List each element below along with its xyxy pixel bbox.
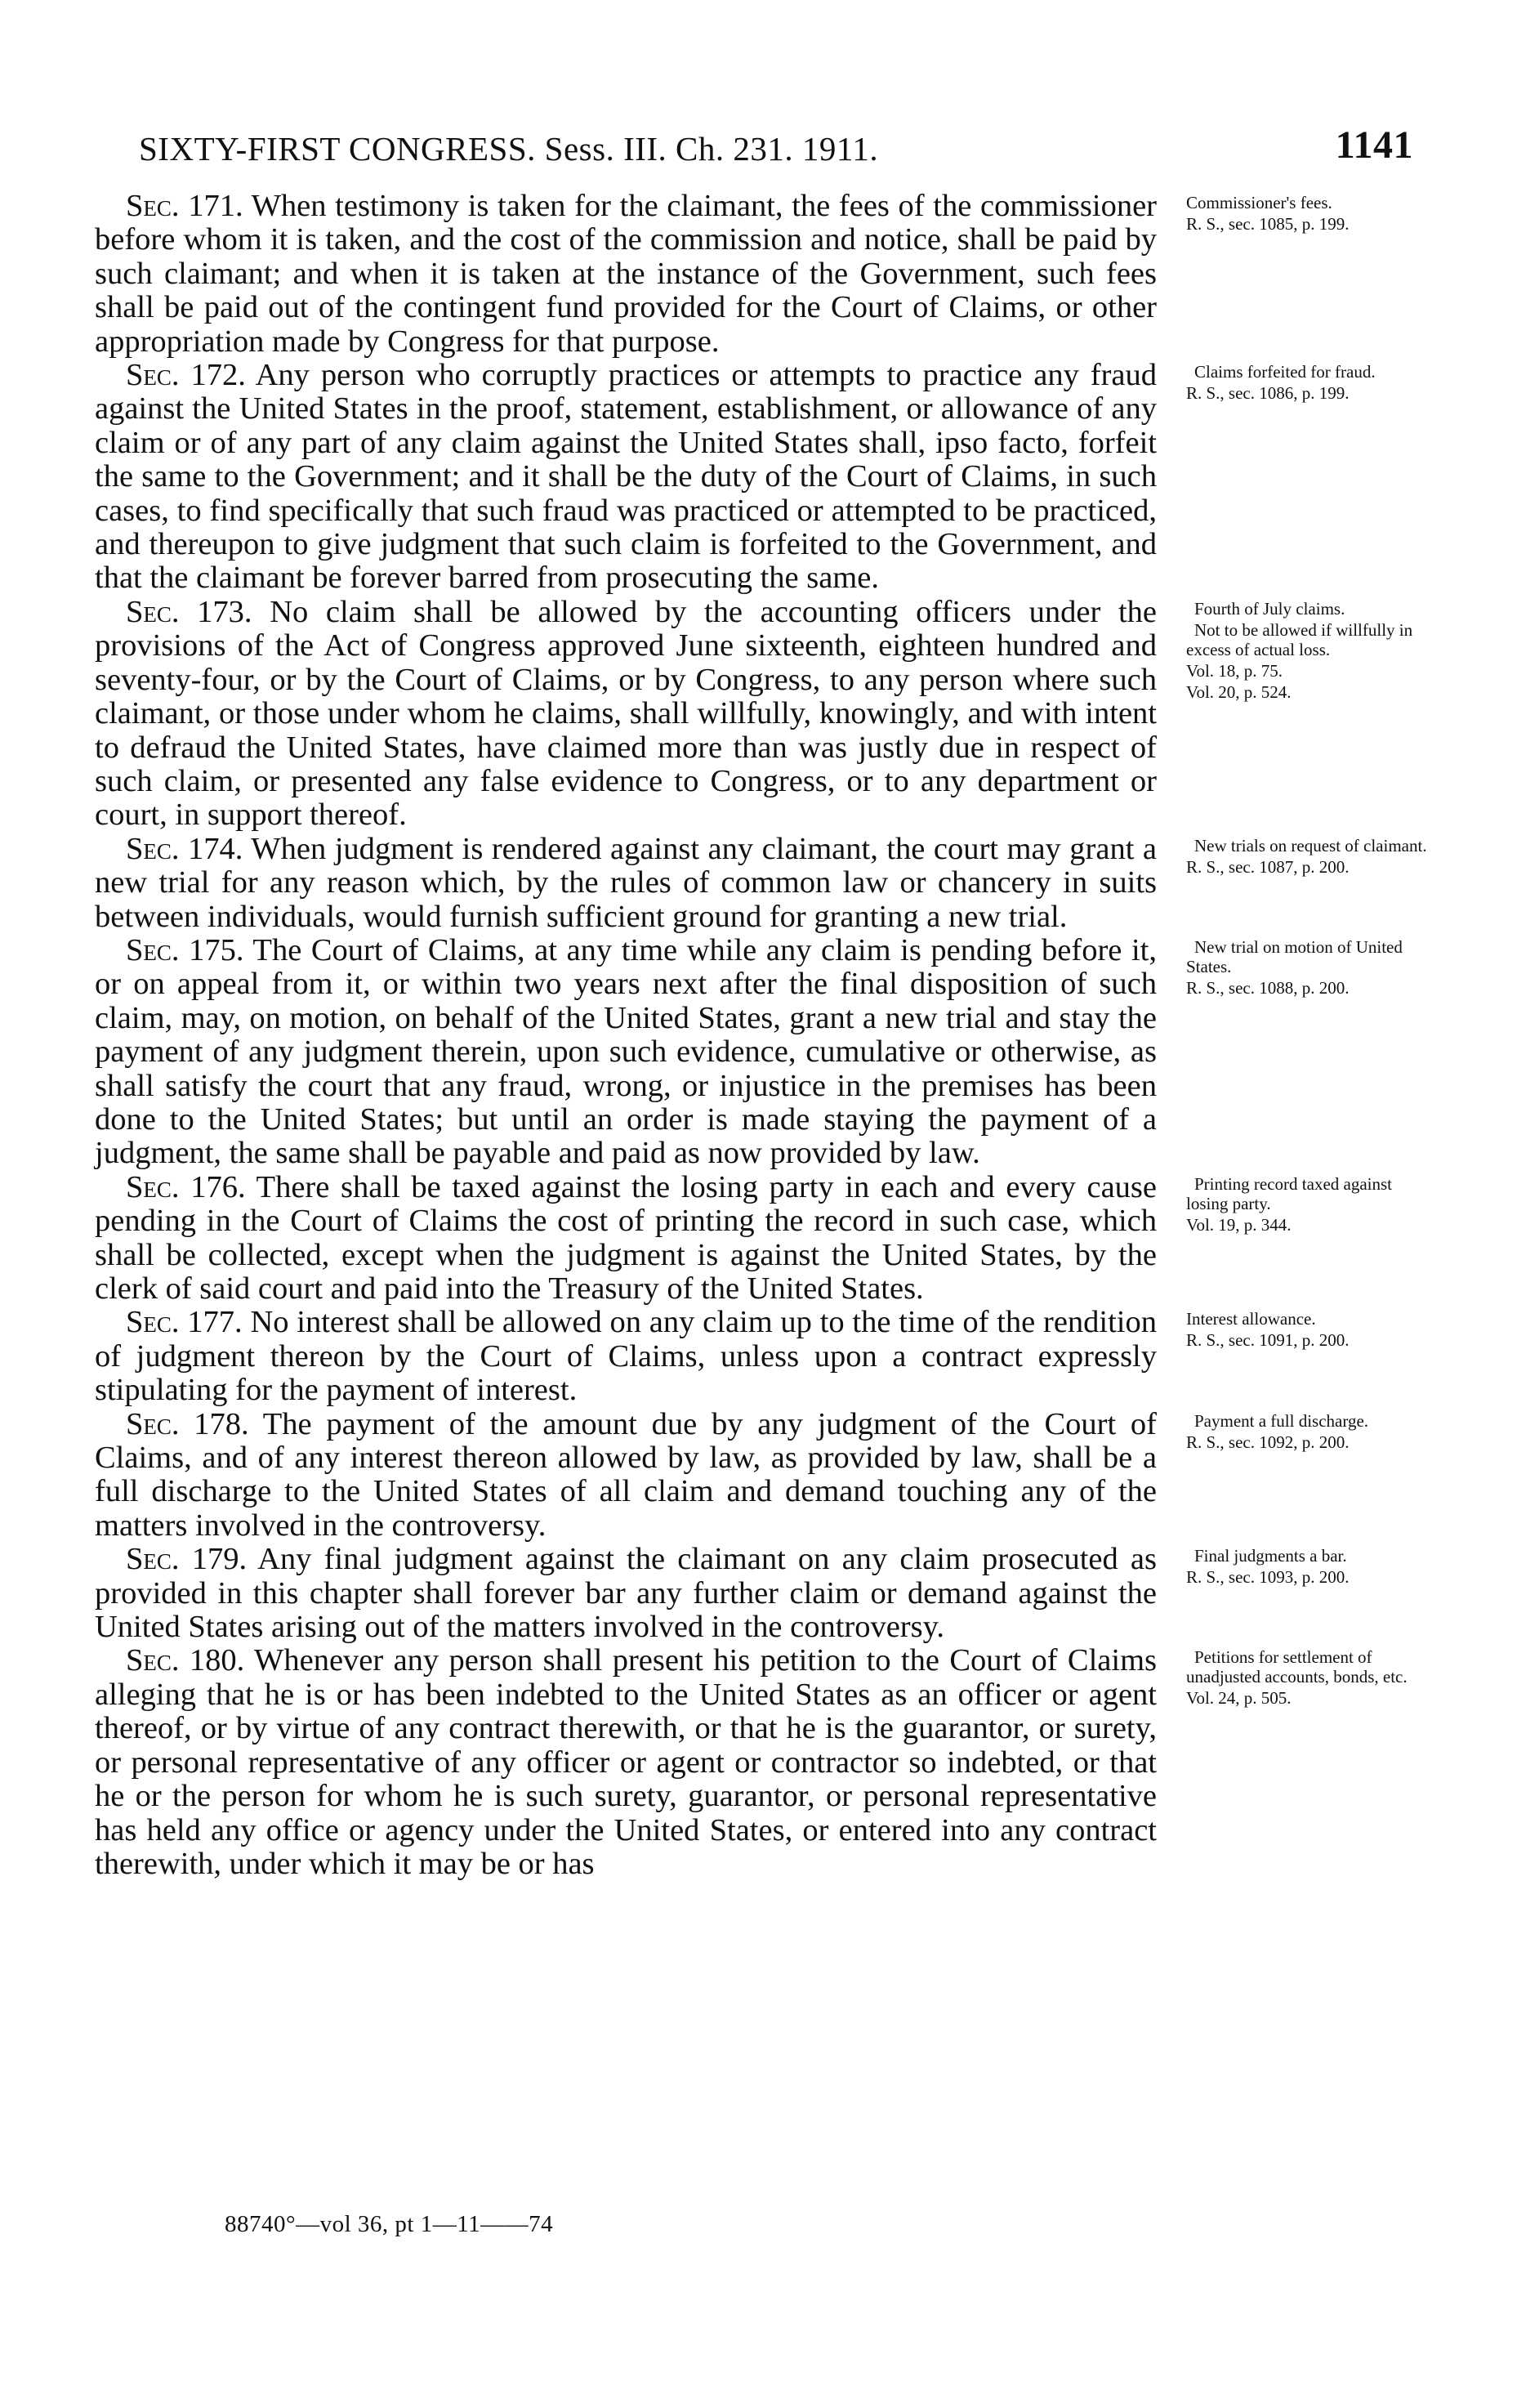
section-text [95,1644,1157,1881]
section-body: Any person who corruptly practices or attempts to practice any fraud against the United States in the proof, statement, establishment, or allowance of any claim or of any part of any claim against the United States shall, ipso facto, forfeit the same to the Government; and it shall be the duty of the Court of Claims, in such cases, to find specifically that such fraud was practiced or attempted to be practiced, and thereupon to give judgment that such claim is forfeited to the Government, and that the claimant be forever barred from prosecuting the same. [95,358,1157,596]
margin-note-title: Claims forfeited for fraud. [1194,362,1376,382]
section-body: When testimony is taken for the claimant, the fees of the commissioner before whom it is taken, and the cost of the commission and notice, shall be paid by such claimant; and when it is taken at the instance of the Government, such fees shall be paid out of the contingent fund provided for the Court of Claims, or other appropriation made by Congress for that purpose. [95,189,1157,359]
running-title: SIXTY-FIRST CONGRESS. Sess. III. Ch. 231. 1911. [139,130,879,168]
page-number: 1141 [1335,123,1413,167]
margin-note-citation: Vol. 24, p. 505. [1186,1688,1292,1709]
margin-note-citation: Vol. 19, p. 344. [1186,1214,1292,1235]
section-text [95,833,1157,934]
section-body: The Court of Claims, at any time while any claim is pending before it, or on appeal from it, or within two years next after the final disposition of such claim, may, on motion, on behalf of the United States, grant a new trial and stay the payment of any judgment therein, upon such evidence, cumulative or otherwise, as shall satisfy the court that any fraud, wrong, or injustice in the premises has been done to the United States; but until an order is made staying the payment of a judgment, the same shall be payable and paid as now provided by law. [95,932,1157,1171]
margin-notes [1186,1171,1431,1236]
margin-notes [1186,1543,1431,1588]
margin-note-title: Payment a full discharge. [1194,1410,1369,1431]
margin-note-title: Printing record taxed against losing party. [1186,1173,1393,1213]
section-171 [95,190,1500,359]
margin-note-title: New trials on request of claimant. [1194,835,1427,856]
section-body: No interest shall be allowed on any claim up to the time of the rendition of judgment thereon by the Court of Claims, unless upon a contract expressly stipulating for the payment of interest. [95,1305,1158,1408]
margin-note-subtitle: Not to be allowed if willfully in excess of actual loss. [1186,619,1413,659]
section-label: Sec. 174. [126,831,243,866]
margin-notes [1186,1408,1431,1454]
section-body: No claim shall be allowed by the accounting officers under the provisions of the Act of Congress approved June sixteenth, eighteen hundred and seventy-four, or by the Court of Claims, or by Congress, to any person where such claimant, or those under whom he claims, shall willfully, knowingly, and with intent to defraud the United States, have claimed more than was justly due in respect of such claim, or presented any false evidence to Congress, or to any department or court, in support thereof. [95,594,1157,833]
margin-notes [1186,934,1431,999]
section-177 [95,1306,1500,1407]
section-body: Whenever any person shall present his petition to the Court of Claims alleging that he is or has been indebted to the United States as an officer or agent thereof, or by virtue of any contract therewith, or that he is the guarantor, or surety, or personal representative of any officer or agent or contractor so indebted, or that he or the person for whom he is such surety, guarantor, or personal representative has held any office or agency under the United States, or entered into any contract therewith, under which it may be or has [95,1643,1157,1881]
margin-note-citation: R. S., sec. 1085, p. 199. [1186,214,1350,234]
margin-note-citation: R. S., sec. 1091, p. 200. [1186,1330,1350,1351]
margin-note-title: Fourth of July claims. [1194,598,1345,619]
margin-notes [1186,190,1431,235]
statute-body [95,190,1500,1881]
margin-notes [1186,596,1431,704]
section-text [95,1306,1157,1407]
section-label: Sec. 179. [126,1542,248,1577]
section-label: Sec. 173. [126,594,252,629]
margin-note-title: Final judgments a bar. [1194,1546,1347,1566]
section-173 [95,596,1500,833]
margin-notes [1186,1644,1431,1709]
margin-note-title: Commissioner's fees. [1186,193,1332,212]
section-180 [95,1644,1500,1881]
section-text [95,596,1157,833]
section-text [95,1171,1157,1307]
margin-note-citation: Vol. 20, p. 524. [1186,681,1292,702]
section-body: There shall be taxed against the losing party in each and every cause pending in the Court of Claims the cost of printing the record in such case, which shall be collected, except when the judgment is against the United States, by the clerk of said court and paid into the Treasury of the United States. [95,1169,1157,1306]
page-header [139,123,1413,180]
margin-note-citation: R. S., sec. 1088, p. 200. [1186,977,1350,998]
section-172 [95,359,1500,596]
margin-note-title: Interest allowance. [1186,1309,1316,1329]
section-label: Sec. 172. [126,358,246,393]
section-label: Sec. 178. [126,1406,249,1441]
margin-notes [1186,833,1431,878]
section-body: The payment of the amount due by any judgment of the Court of Claims, and of any interest thereon allowed by law, as provided by law, shall be a full discharge to the United States of all claim and demand touching any of the matters involved in the controversy. [95,1406,1157,1543]
printer-imprint: 88740°—vol 36, pt 1—11——74 [225,2211,554,2237]
section-label: Sec. 175. [126,932,244,967]
section-text [95,1408,1157,1544]
section-179 [95,1543,1500,1644]
margin-note-title: Petitions for settlement of unadjusted accounts, bonds, etc. [1186,1647,1408,1687]
section-label: Sec. 180. [126,1643,245,1678]
section-text [95,1543,1157,1644]
section-body: Any final judgment against the claimant on any claim prosecuted as provided in this chapter shall forever bar any further claim or demand against the United States arising out of the matters involved in the controversy. [95,1542,1157,1645]
section-178 [95,1408,1500,1544]
margin-note-citation: R. S., sec. 1086, p. 199. [1186,383,1350,404]
margin-note-title: New trial on motion of United States. [1186,936,1403,976]
section-label: Sec. 177. [126,1305,243,1340]
section-text [95,190,1157,359]
section-body: When judgment is rendered against any claimant, the court may grant a new trial for any reason which, by the rules of common law or chancery in suits between individuals, would furnish sufficient ground for granting a new trial. [95,831,1158,934]
margin-note-citation: Vol. 18, p. 75. [1186,660,1283,681]
margin-note-citation: R. S., sec. 1092, p. 200. [1186,1432,1350,1452]
margin-notes [1186,359,1431,404]
section-label: Sec. 176. [126,1169,246,1204]
section-174 [95,833,1500,934]
section-176 [95,1171,1500,1307]
section-175 [95,934,1500,1171]
section-text [95,934,1157,1171]
section-text [95,359,1157,596]
margin-notes [1186,1306,1431,1351]
margin-note-citation: R. S., sec. 1093, p. 200. [1186,1567,1350,1588]
margin-note-citation: R. S., sec. 1087, p. 200. [1186,856,1350,877]
section-label: Sec. 171. [126,189,243,223]
